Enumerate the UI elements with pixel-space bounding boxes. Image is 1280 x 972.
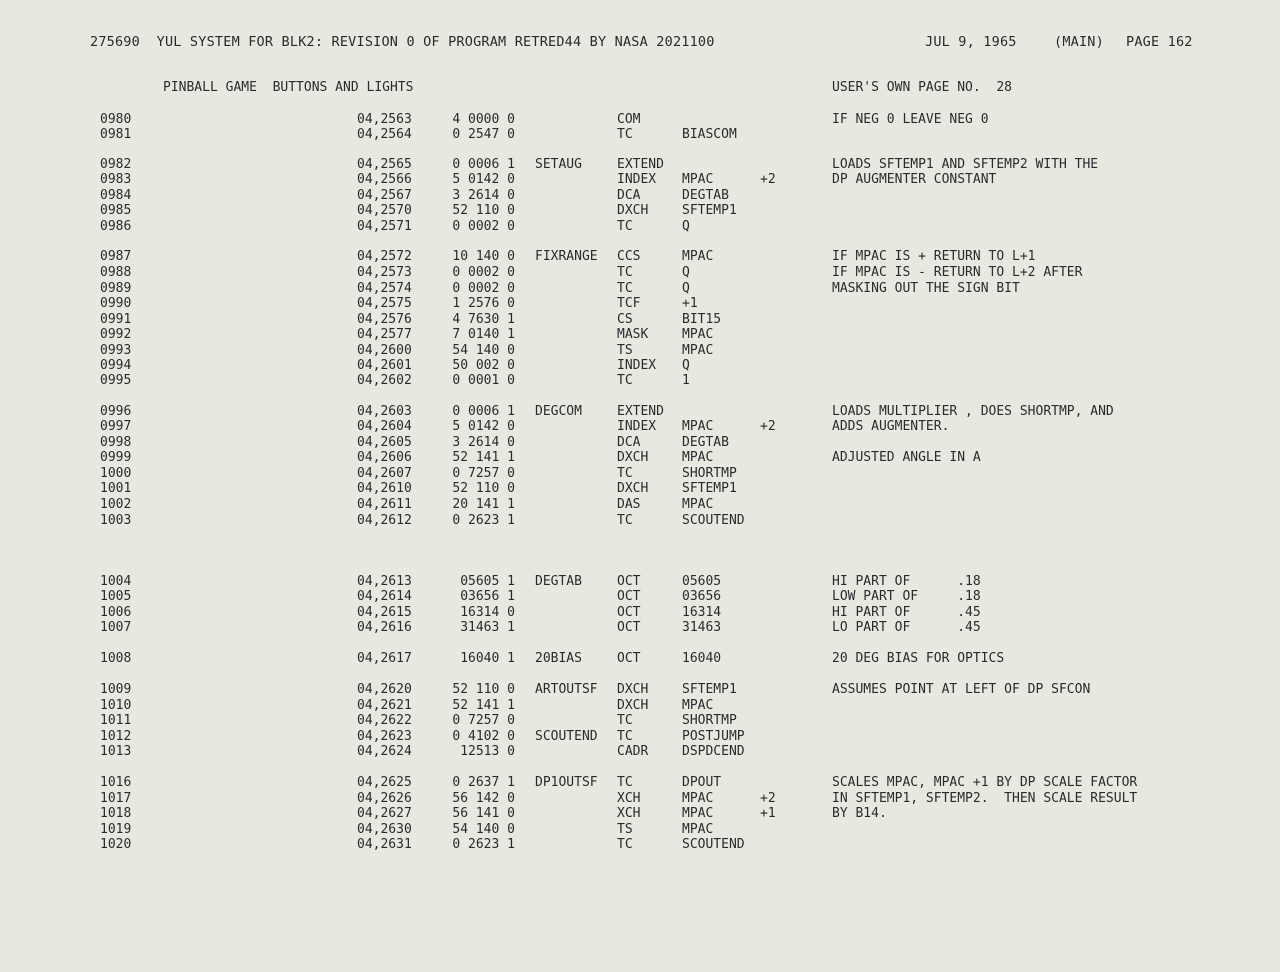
operand: MPAC [682,450,714,465]
listing-row [0,605,1280,621]
octal-code: 0 0002 0 [452,219,515,234]
opcode: TC [617,265,633,280]
line-number: 1000 [100,466,132,481]
address: 04,2563 [357,112,412,127]
listing-row [0,791,1280,807]
comment: LO PART OF .45 [832,620,981,635]
page-header [0,34,1280,50]
symbol-label: FIXRANGE [535,249,598,264]
operand: MPAC [682,822,714,837]
address: 04,2630 [357,822,412,837]
listing-row [0,574,1280,590]
symbol-label: DEGCOM [535,404,582,419]
symbol-label: SCOUTEND [535,729,598,744]
octal-code: 0 2637 1 [452,775,515,790]
operand: Q [682,358,690,373]
line-number: 1011 [100,713,132,728]
address: 04,2620 [357,682,412,697]
line-number: 1001 [100,481,132,496]
address: 04,2616 [357,620,412,635]
listing-date: JUL 9, 1965 [925,34,1017,50]
operand: MPAC [682,172,714,187]
listing-row [0,513,1280,529]
comment: ADDS AUGMENTER. [832,419,950,434]
octal-code: 4 0000 0 [452,112,515,127]
line-number: 1007 [100,620,132,635]
line-number: 1017 [100,791,132,806]
octal-code: 5 0142 0 [452,172,515,187]
address: 04,2570 [357,203,412,218]
octal-code: 0 0006 1 [452,157,515,172]
opcode: TS [617,343,633,358]
comment: LOW PART OF .18 [832,589,981,604]
line-number: 0982 [100,157,132,172]
octal-code: 0 0001 0 [452,373,515,388]
opcode: MASK [617,327,649,342]
line-number: 1005 [100,589,132,604]
opcode: INDEX [617,172,657,187]
octal-code: 56 142 0 [452,791,515,806]
operand: MPAC [682,497,714,512]
comment: HI PART OF .45 [832,605,981,620]
line-number: 0994 [100,358,132,373]
address: 04,2576 [357,312,412,327]
line-number: 1012 [100,729,132,744]
line-number: 0998 [100,435,132,450]
operand: 16040 [682,651,722,666]
opcode: DCA [617,188,641,203]
listing-row [0,219,1280,235]
line-number: 1008 [100,651,132,666]
opcode: TC [617,837,633,852]
octal-code: 0 2547 0 [452,127,515,142]
comment: 20 DEG BIAS FOR OPTICS [832,651,1005,666]
octal-code: 3 2614 0 [452,188,515,203]
address: 04,2572 [357,249,412,264]
octal-code: 52 110 0 [452,481,515,496]
opcode: INDEX [617,419,657,434]
octal-code: 4 7630 1 [452,312,515,327]
address: 04,2601 [357,358,412,373]
line-number: 0989 [100,281,132,296]
opcode: DXCH [617,450,649,465]
comment: ASSUMES POINT AT LEFT OF DP SFCON [832,682,1091,697]
line-number: 0987 [100,249,132,264]
address: 04,2575 [357,296,412,311]
line-number: 1003 [100,513,132,528]
listing-row [0,343,1280,359]
opcode: TC [617,775,633,790]
operand: SHORTMP [682,466,737,481]
listing-row [0,497,1280,513]
address: 04,2626 [357,791,412,806]
line-number: 0985 [100,203,132,218]
octal-code: 10 140 0 [452,249,515,264]
symbol-label: DEGTAB [535,574,582,589]
symbol-label: 20BIAS [535,651,582,666]
address: 04,2607 [357,466,412,481]
operand-modifier: +1 [760,806,776,821]
page-number: PAGE 162 [1126,34,1193,50]
listing-row [0,157,1280,173]
operand: MPAC [682,791,714,806]
section-title: PINBALL GAME BUTTONS AND LIGHTS [163,80,414,95]
octal-code: 0 4102 0 [452,729,515,744]
line-number: 1009 [100,682,132,697]
address: 04,2627 [357,806,412,821]
listing-row [0,729,1280,745]
octal-code: 0 2623 1 [452,837,515,852]
operand: DSPDCEND [682,744,745,759]
opcode: INDEX [617,358,657,373]
operand: Q [682,219,690,234]
operand: MPAC [682,698,714,713]
opcode: CCS [617,249,641,264]
opcode: DXCH [617,481,649,496]
address: 04,2610 [357,481,412,496]
octal-code: 50 002 0 [452,358,515,373]
operand: SFTEMP1 [682,481,737,496]
address: 04,2606 [357,450,412,465]
octal-code: 03656 1 [460,589,515,604]
line-number: 1018 [100,806,132,821]
address: 04,2564 [357,127,412,142]
address: 04,2571 [357,219,412,234]
address: 04,2631 [357,837,412,852]
comment: SCALES MPAC, MPAC +1 BY DP SCALE FACTOR [832,775,1138,790]
address: 04,2604 [357,419,412,434]
opcode: OCT [617,574,641,589]
address: 04,2577 [357,327,412,342]
listing-row [0,806,1280,822]
octal-code: 16314 0 [460,605,515,620]
opcode: OCT [617,589,641,604]
line-number: 0984 [100,188,132,203]
program-title: 275690 YUL SYSTEM FOR BLK2: REVISION 0 OF PROGRAM RETRED44 BY NASA 2021100 [90,34,715,50]
opcode: CS [617,312,633,327]
listing-row [0,312,1280,328]
operand: DEGTAB [682,435,729,450]
address: 04,2624 [357,744,412,759]
opcode: OCT [617,620,641,635]
line-number: 1010 [100,698,132,713]
listing-row [0,651,1280,667]
octal-code: 52 110 0 [452,682,515,697]
operand: MPAC [682,806,714,821]
operand: +1 [682,296,698,311]
line-number: 0996 [100,404,132,419]
operand-modifier: +2 [760,172,776,187]
opcode: XCH [617,806,641,821]
line-number: 1013 [100,744,132,759]
listing-row [0,112,1280,128]
line-number: 1016 [100,775,132,790]
symbol-label: SETAUG [535,157,582,172]
address: 04,2602 [357,373,412,388]
operand: SFTEMP1 [682,203,737,218]
opcode: TCF [617,296,641,311]
listing-row [0,822,1280,838]
octal-code: 7 0140 1 [452,327,515,342]
operand: SHORTMP [682,713,737,728]
users-page-number: USER'S OWN PAGE NO. 28 [832,80,1013,95]
opcode: XCH [617,791,641,806]
operand: POSTJUMP [682,729,745,744]
address: 04,2574 [357,281,412,296]
address: 04,2611 [357,497,412,512]
octal-code: 31463 1 [460,620,515,635]
listing-row [0,296,1280,312]
operand: DPOUT [682,775,722,790]
line-number: 0999 [100,450,132,465]
opcode: EXTEND [617,157,664,172]
address: 04,2613 [357,574,412,589]
octal-code: 12513 0 [460,744,515,759]
opcode: DAS [617,497,641,512]
octal-code: 0 7257 0 [452,466,515,481]
line-number: 0992 [100,327,132,342]
opcode: TS [617,822,633,837]
octal-code: 3 2614 0 [452,435,515,450]
listing-row [0,682,1280,698]
opcode: DXCH [617,682,649,697]
address: 04,2623 [357,729,412,744]
opcode: TC [617,219,633,234]
line-number: 1002 [100,497,132,512]
line-number: 0986 [100,219,132,234]
octal-code: 54 140 0 [452,822,515,837]
comment: HI PART OF .18 [832,574,981,589]
address: 04,2600 [357,343,412,358]
comment: BY B14. [832,806,887,821]
address: 04,2565 [357,157,412,172]
operand: MPAC [682,249,714,264]
opcode: EXTEND [617,404,664,419]
line-number: 0980 [100,112,132,127]
opcode: TC [617,713,633,728]
opcode: DXCH [617,203,649,218]
line-number: 0997 [100,419,132,434]
line-number: 1006 [100,605,132,620]
operand: 05605 [682,574,722,589]
address: 04,2617 [357,651,412,666]
listing-row [0,744,1280,760]
address: 04,2615 [357,605,412,620]
octal-code: 54 140 0 [452,343,515,358]
comment: MASKING OUT THE SIGN BIT [832,281,1020,296]
line-number: 0991 [100,312,132,327]
octal-code: 52 141 1 [452,450,515,465]
operand: BIASCOM [682,127,737,142]
listing-row [0,265,1280,281]
comment: IN SFTEMP1, SFTEMP2. THEN SCALE RESULT [832,791,1138,806]
opcode: OCT [617,605,641,620]
listing-row [0,450,1280,466]
opcode: TC [617,466,633,481]
comment: IF MPAC IS - RETURN TO L+2 AFTER [832,265,1083,280]
operand: BIT15 [682,312,722,327]
listing-row [0,698,1280,714]
octal-code: 56 141 0 [452,806,515,821]
line-number: 0993 [100,343,132,358]
listing-row [0,837,1280,853]
operand: Q [682,281,690,296]
operand: 03656 [682,589,722,604]
operand: 16314 [682,605,722,620]
symbol-label: DP1OUTSF [535,775,598,790]
octal-code: 0 0006 1 [452,404,515,419]
symbol-label: ARTOUTSF [535,682,598,697]
comment: LOADS MULTIPLIER , DOES SHORTMP, AND [832,404,1114,419]
comment: ADJUSTED ANGLE IN A [832,450,981,465]
listing-row [0,373,1280,389]
listing-row [0,419,1280,435]
section-header [0,80,1280,96]
operand: 31463 [682,620,722,635]
line-number: 1020 [100,837,132,852]
opcode: DCA [617,435,641,450]
listing-row [0,775,1280,791]
opcode: TC [617,373,633,388]
octal-code: 52 141 1 [452,698,515,713]
operand: DEGTAB [682,188,729,203]
address: 04,2612 [357,513,412,528]
address: 04,2605 [357,435,412,450]
octal-code: 0 2623 1 [452,513,515,528]
listing-row [0,172,1280,188]
octal-code: 52 110 0 [452,203,515,218]
listing-row [0,327,1280,343]
opcode: COM [617,112,641,127]
listing-row [0,435,1280,451]
listing-row [0,249,1280,265]
line-number: 0983 [100,172,132,187]
octal-code: 05605 1 [460,574,515,589]
operand: SCOUTEND [682,513,745,528]
address: 04,2625 [357,775,412,790]
operand-modifier: +2 [760,791,776,806]
octal-code: 1 2576 0 [452,296,515,311]
listing-row [0,466,1280,482]
octal-code: 0 7257 0 [452,713,515,728]
listing-row [0,589,1280,605]
octal-code: 0 0002 0 [452,265,515,280]
octal-code: 5 0142 0 [452,419,515,434]
opcode: DXCH [617,698,649,713]
address: 04,2621 [357,698,412,713]
listing-mode: (MAIN) [1054,34,1104,50]
address: 04,2573 [357,265,412,280]
address: 04,2603 [357,404,412,419]
octal-code: 16040 1 [460,651,515,666]
operand-modifier: +2 [760,419,776,434]
opcode: TC [617,729,633,744]
comment: LOADS SFTEMP1 AND SFTEMP2 WITH THE [832,157,1099,172]
opcode: TC [617,281,633,296]
comment: DP AUGMENTER CONSTANT [832,172,997,187]
operand: Q [682,265,690,280]
listing-row [0,481,1280,497]
opcode: TC [617,513,633,528]
opcode: CADR [617,744,649,759]
listing-row [0,404,1280,420]
address: 04,2567 [357,188,412,203]
line-number: 1019 [100,822,132,837]
listing-row [0,620,1280,636]
listing-row [0,281,1280,297]
octal-code: 0 0002 0 [452,281,515,296]
comment: IF NEG 0 LEAVE NEG 0 [832,112,989,127]
address: 04,2566 [357,172,412,187]
listing-row [0,713,1280,729]
line-number: 0988 [100,265,132,280]
opcode: OCT [617,651,641,666]
address: 04,2622 [357,713,412,728]
operand: SFTEMP1 [682,682,737,697]
line-number: 0995 [100,373,132,388]
operand: MPAC [682,343,714,358]
listing-row [0,203,1280,219]
operand: MPAC [682,419,714,434]
line-number: 0990 [100,296,132,311]
opcode: TC [617,127,633,142]
address: 04,2614 [357,589,412,604]
listing-row [0,188,1280,204]
comment: IF MPAC IS + RETURN TO L+1 [832,249,1036,264]
line-number: 0981 [100,127,132,142]
operand: MPAC [682,327,714,342]
operand: SCOUTEND [682,837,745,852]
operand: 1 [682,373,690,388]
listing-row [0,358,1280,374]
line-number: 1004 [100,574,132,589]
octal-code: 20 141 1 [452,497,515,512]
listing-row [0,127,1280,143]
